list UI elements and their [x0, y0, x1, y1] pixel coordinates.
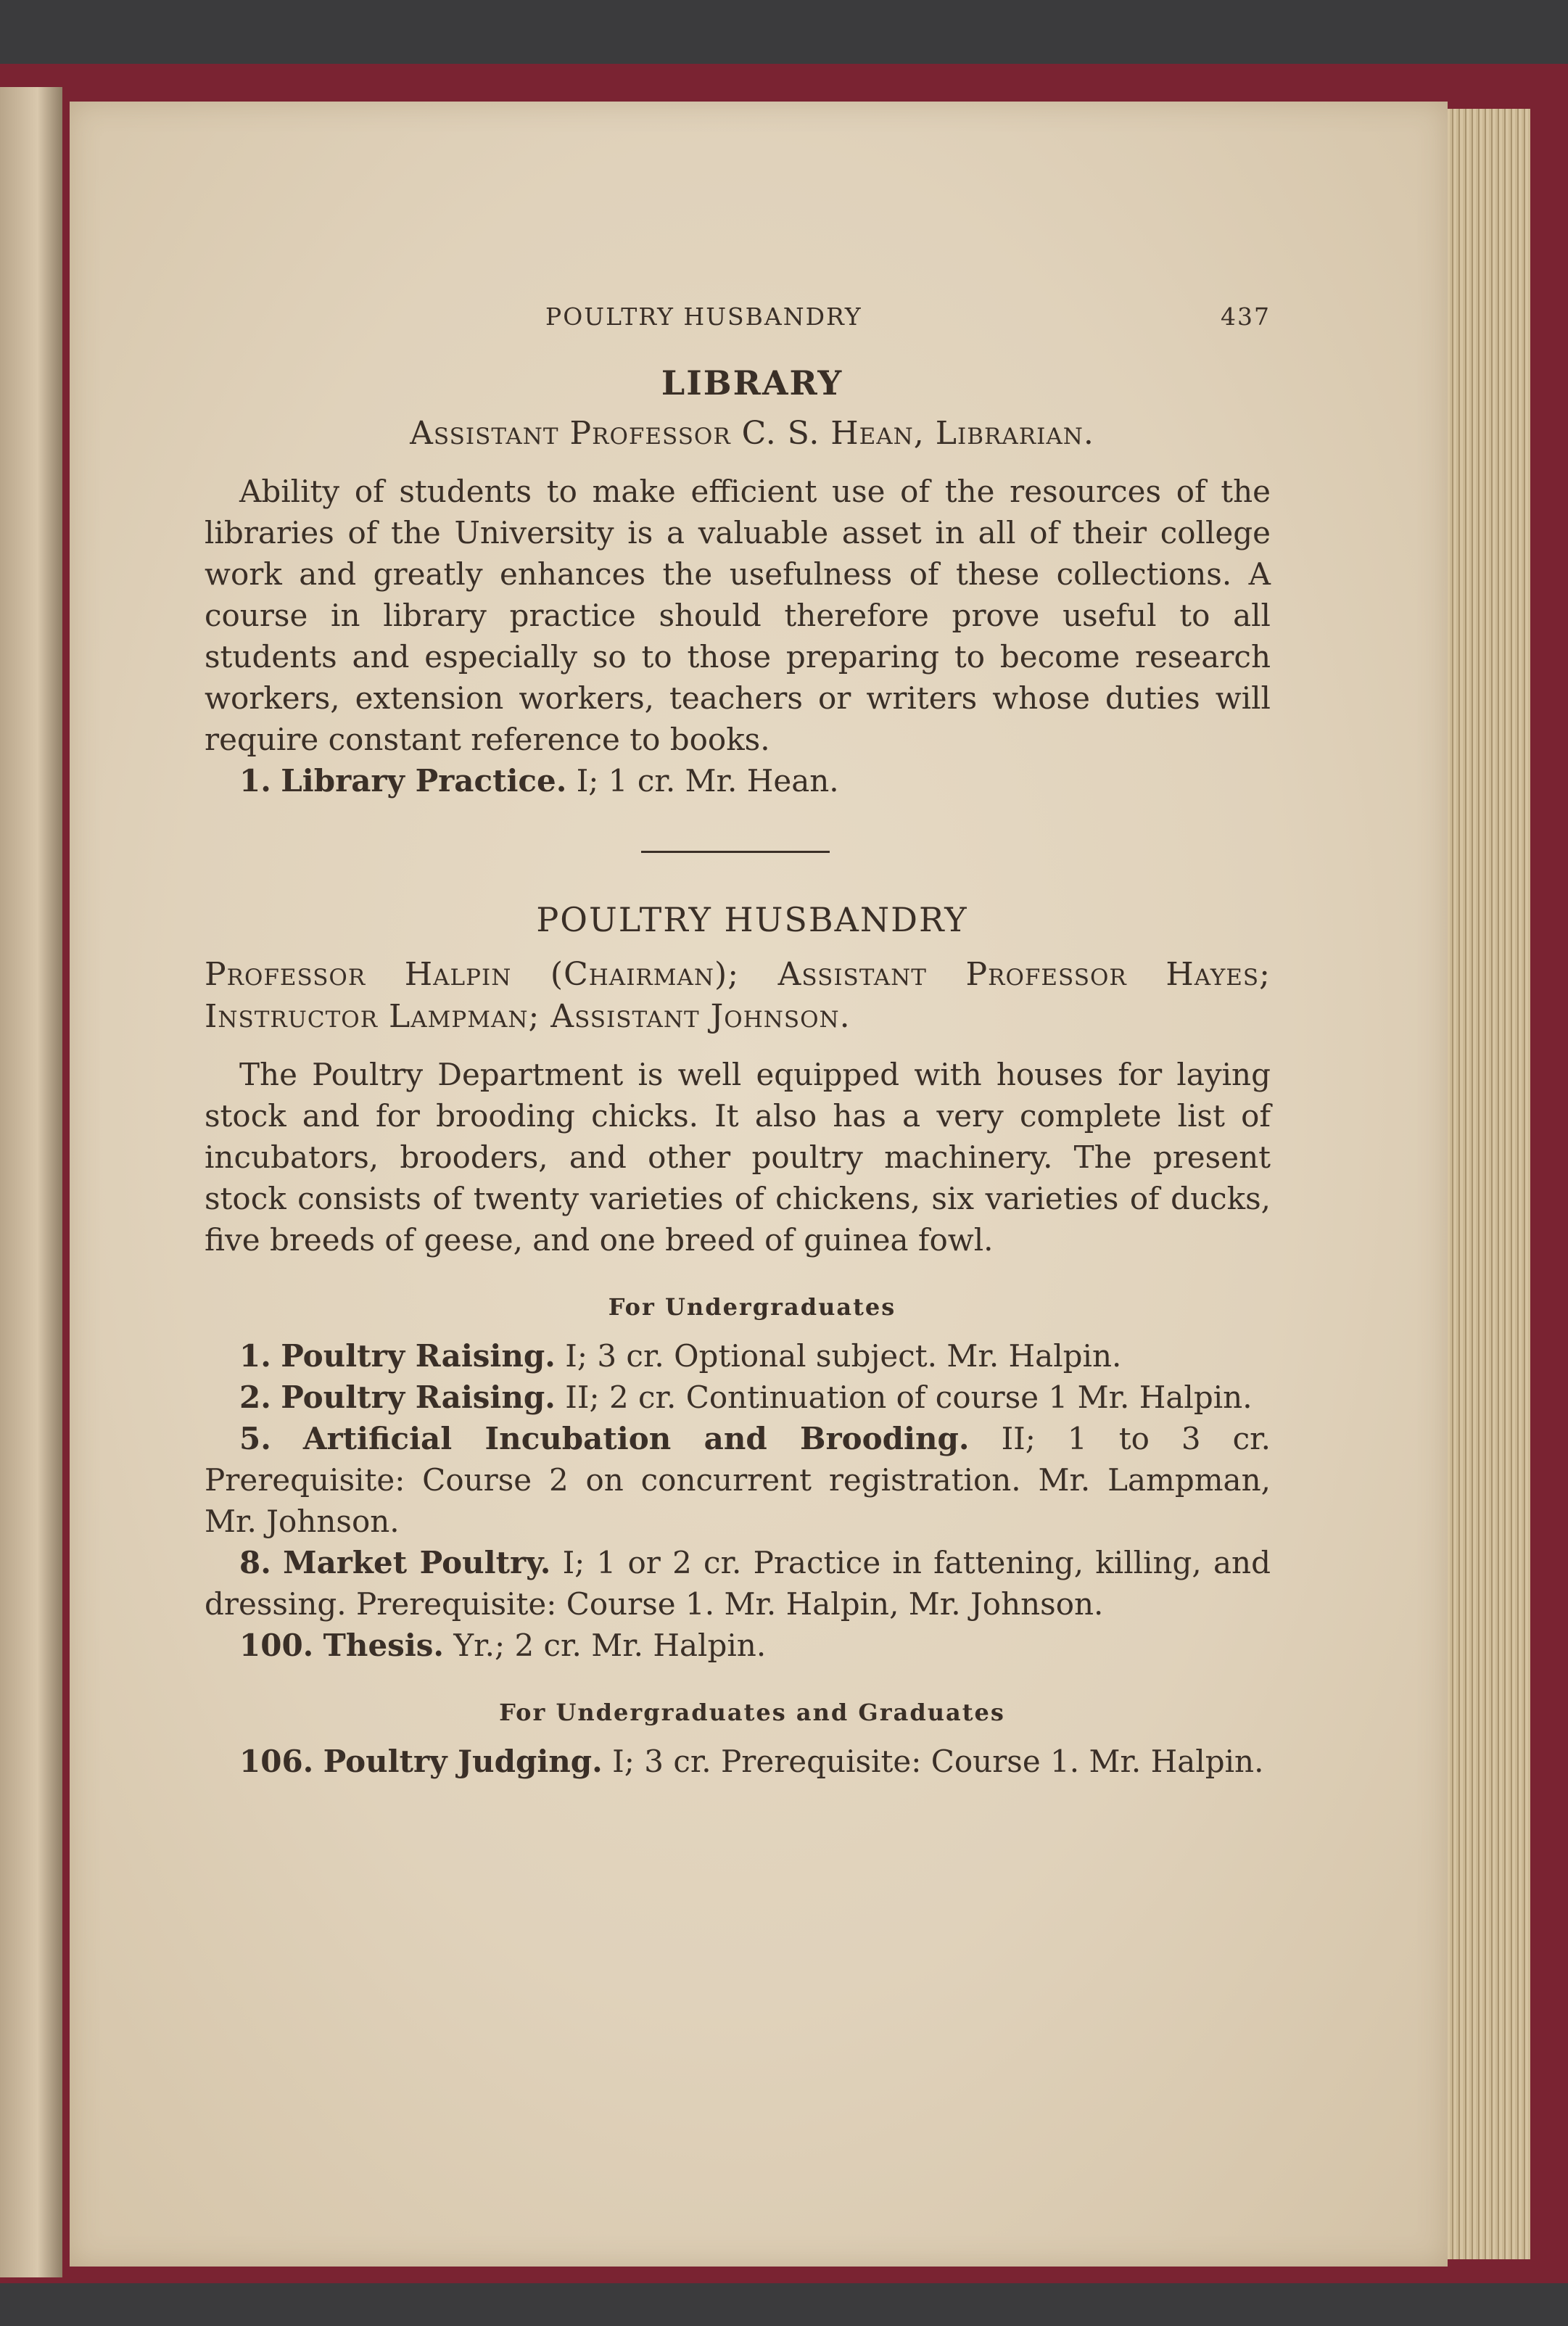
course-name: Poultry Raising. [281, 1379, 556, 1415]
course-number: 8. [239, 1545, 271, 1580]
course-name: Library Practice. [281, 763, 567, 799]
course-details: II; 1 to 3 cr. Prerequisite: Course 2 on concurrent registration. Mr. Lampman, Mr. Johnson. [205, 1421, 1271, 1539]
library-staff: Assistant Professor C. S. Hean, Librarian. [410, 415, 1094, 452]
course-entry [205, 1542, 1271, 1625]
poultry-section [205, 899, 1271, 1782]
section-divider [641, 851, 830, 853]
course-number: 5. [239, 1421, 271, 1456]
course-details: Yr.; 2 cr. Mr. Halpin. [453, 1628, 767, 1663]
poultry-title: POULTRY HUSBANDRY [536, 900, 968, 939]
page-content [205, 290, 1271, 1782]
course-number: 100. [239, 1628, 314, 1663]
grad-heading: For Undergraduates and Graduates [499, 1699, 1005, 1726]
running-head-title: POULTRY HUSBANDRY [545, 302, 862, 331]
course-entry [205, 1377, 1271, 1418]
course-entry [205, 760, 1271, 801]
course-details: II; 2 cr. Continuation of course 1 Mr. Halpin. [565, 1379, 1253, 1415]
course-details: I; 1 or 2 cr. Practice in fattening, killing, and dressing. Prerequisite: Course 1. Mr. Halpin, Mr. Johnson. [205, 1545, 1271, 1622]
course-details: I; 1 cr. Mr. Hean. [576, 763, 839, 799]
undergrad-heading: For Undergraduates [608, 1293, 896, 1321]
running-head [205, 290, 1271, 334]
course-name: Artificial Incubation and Brooding. [302, 1421, 970, 1456]
course-entry [205, 1335, 1271, 1377]
library-title: LIBRARY [661, 363, 843, 403]
facing-page-edge [0, 87, 62, 2277]
course-number: 1. [239, 763, 271, 799]
course-name: Poultry Judging. [323, 1744, 603, 1779]
library-section [205, 363, 1271, 801]
course-entry [205, 1741, 1271, 1782]
course-entry [205, 1625, 1271, 1666]
course-name: Market Poultry. [283, 1545, 551, 1580]
library-intro: Ability of students to make efficient use of the resources of the libraries of the University is a valuable asset in all of their college work and greatly enhances the usefulness of these collections. A course in library practice should therefore prove useful to all students and especially so to those preparing to become research workers, extension workers, teachers or writers whose duties will require constant reference to books. [205, 474, 1271, 757]
course-entry [205, 1418, 1271, 1542]
course-details: I; 3 cr. Prerequisite: Course 1. Mr. Halpin. [612, 1744, 1264, 1779]
course-number: 2. [239, 1379, 271, 1415]
course-name: Poultry Raising. [281, 1338, 556, 1374]
page-number: 437 [1221, 302, 1271, 331]
course-details: I; 3 cr. Optional subject. Mr. Halpin. [565, 1338, 1122, 1374]
page-block-edges [1443, 109, 1530, 2259]
course-number: 106. [239, 1744, 314, 1779]
poultry-intro: The Poultry Department is well equipped with houses for laying stock and for brooding chicks. It also has a very complete list of incubators, brooders, and other poultry machinery. The present stock consists of twenty varieties of chickens, six varieties of ducks, five breeds of geese, and one breed of guinea fowl. [205, 1057, 1271, 1258]
course-name: Thesis. [323, 1628, 445, 1663]
course-number: 1. [239, 1338, 271, 1374]
poultry-staff: Professor Halpin (Chairman); Assistant Professor Hayes; Instructor Lampman; Assistant Johnson. [205, 956, 1271, 1035]
